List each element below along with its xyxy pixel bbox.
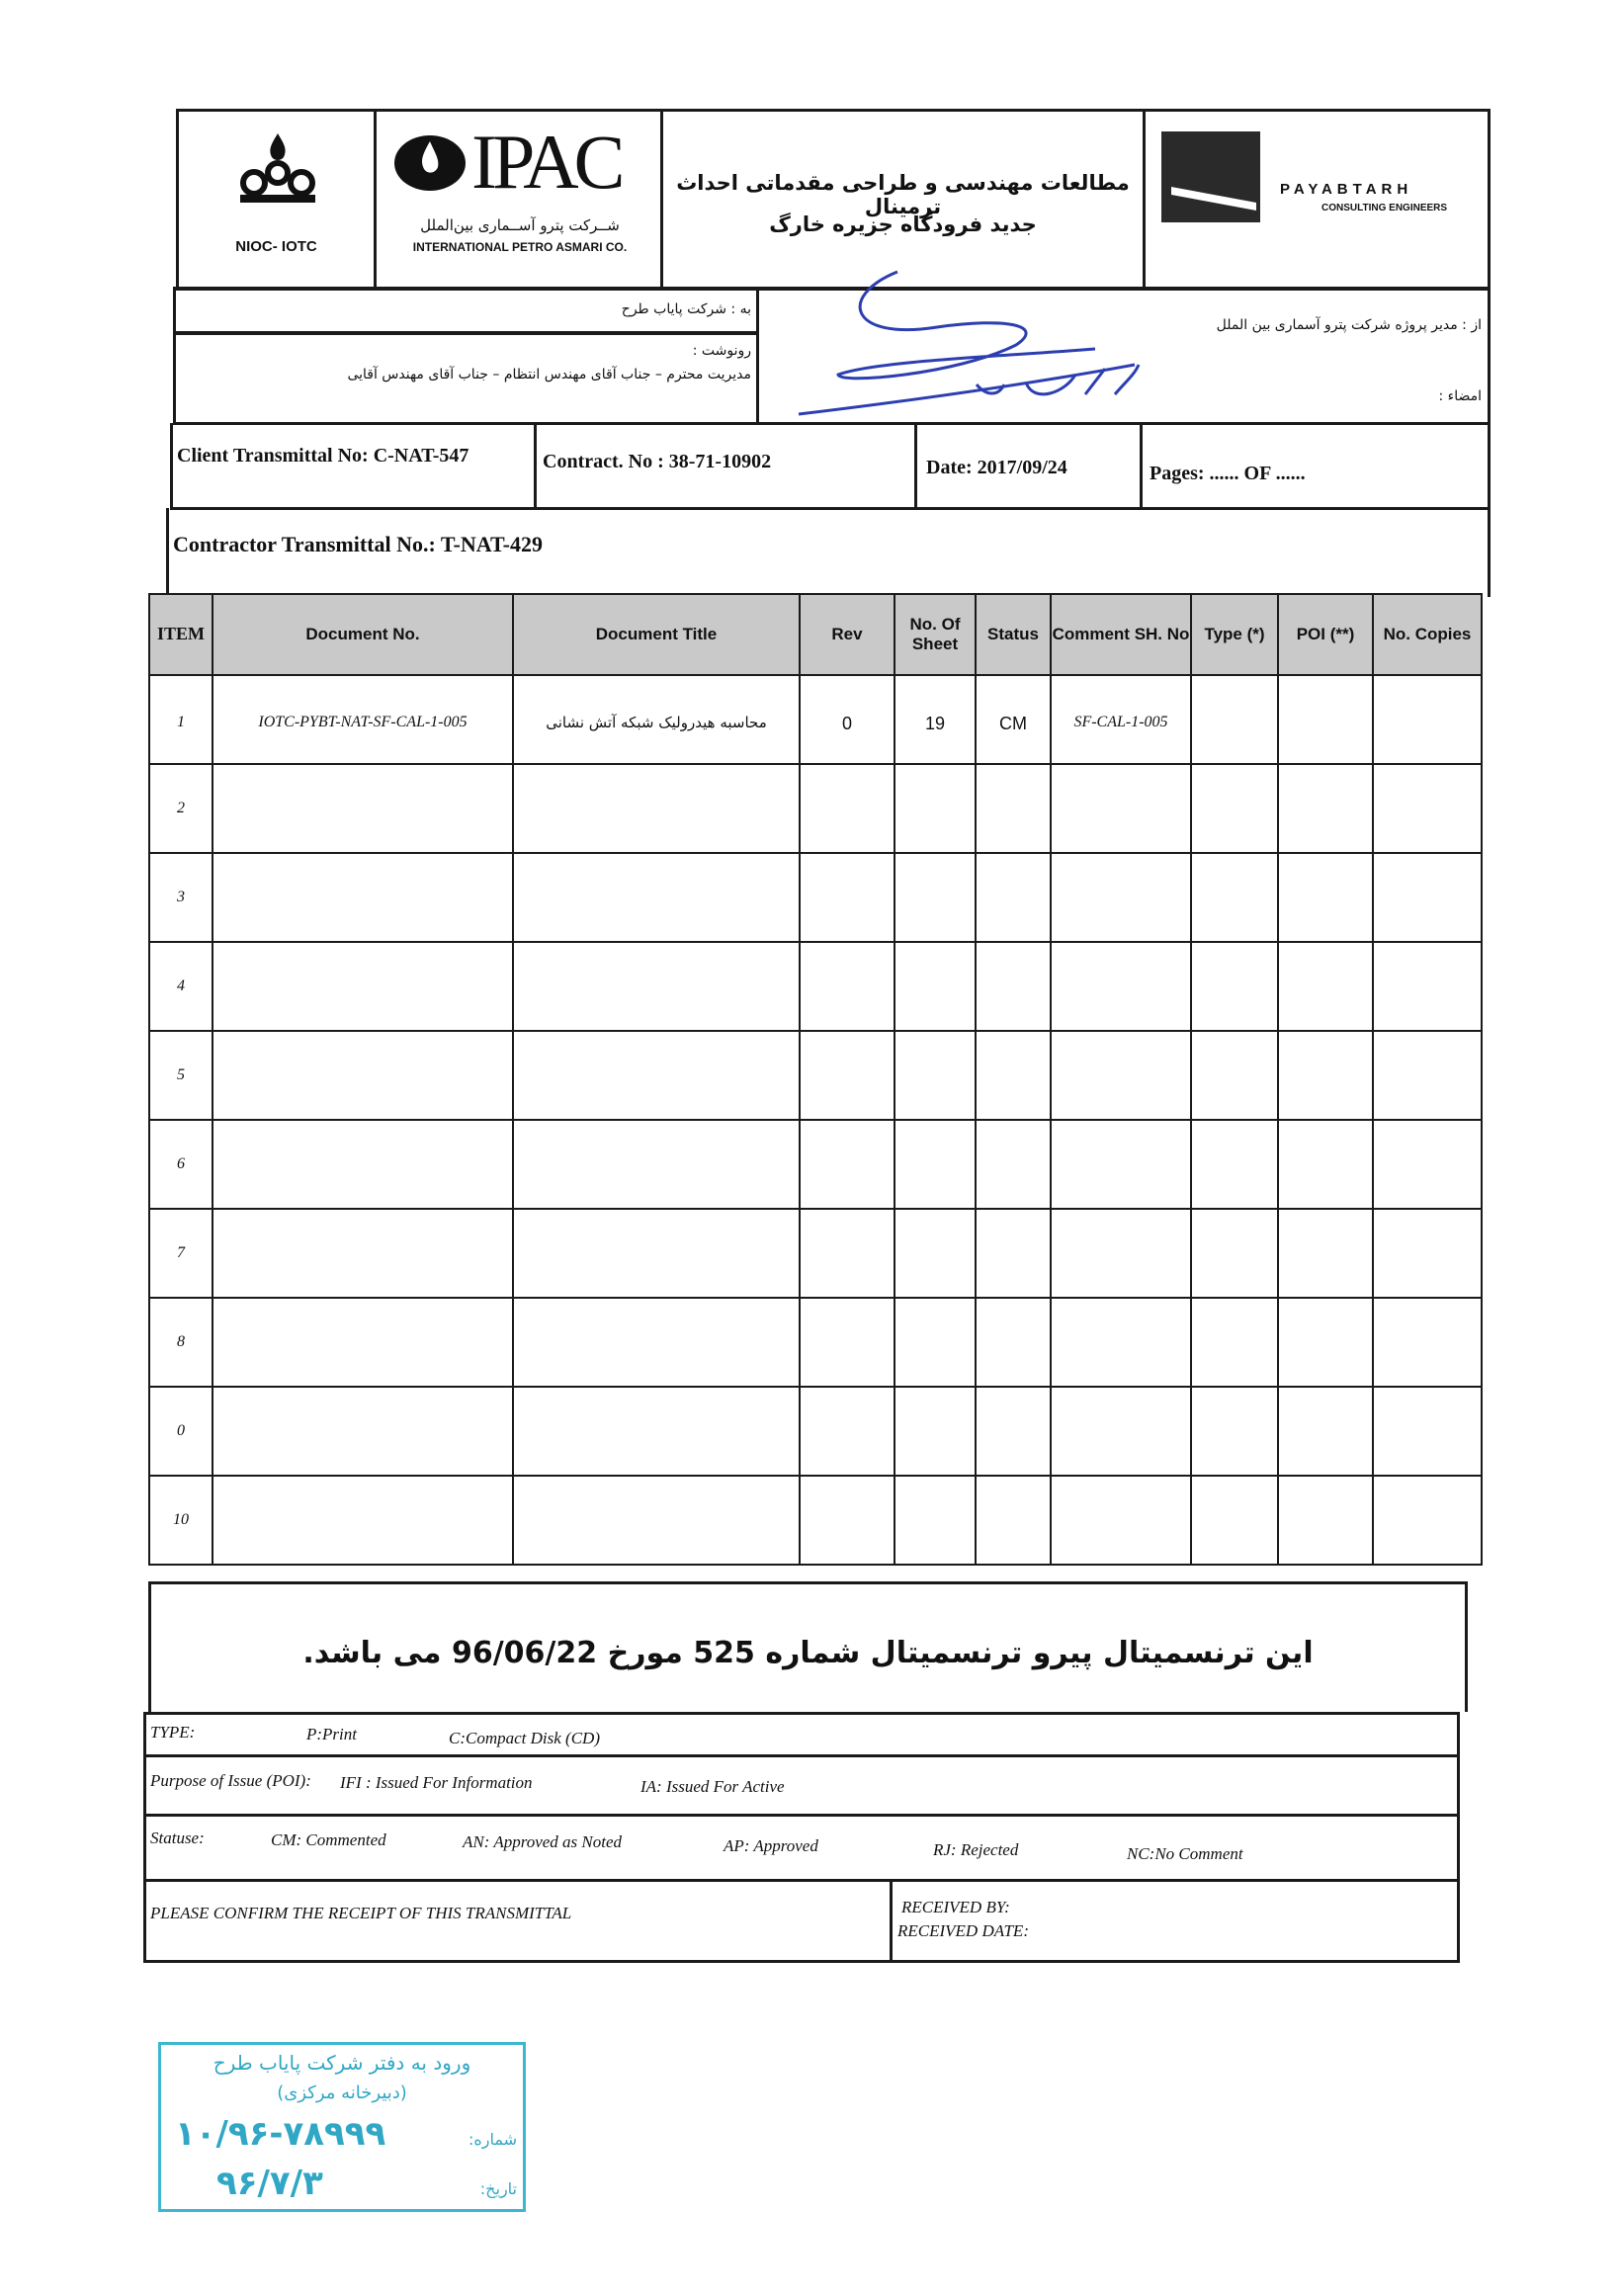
cell-sheets — [895, 1031, 976, 1120]
stamp-number-label: شماره: — [468, 2130, 517, 2149]
cell-item: 10 — [149, 1476, 213, 1565]
cell-comment-sh-no — [1051, 1298, 1191, 1387]
cell-document-title — [513, 1031, 800, 1120]
cell-type — [1191, 1387, 1278, 1476]
cell-rev — [800, 1209, 895, 1298]
table-row — [149, 1031, 1482, 1120]
ipac-drop-icon — [390, 128, 469, 197]
cell-sheets — [895, 1476, 976, 1565]
cell-document-no — [213, 1031, 513, 1120]
nioc-logo-cell — [179, 112, 377, 288]
cell-poi — [1278, 1387, 1373, 1476]
cell-document-no: IOTC-PYBT-NAT-SF-CAL-1-005 — [213, 675, 513, 764]
cell-status — [976, 764, 1051, 853]
stamp-date-label: تاریخ: — [479, 2179, 517, 2198]
cell-status — [976, 1476, 1051, 1565]
cell-status — [976, 1209, 1051, 1298]
document-header — [176, 109, 1491, 291]
cell-document-no — [213, 1387, 513, 1476]
poi-ia: IA: Issued For Active — [640, 1777, 785, 1796]
cell-type — [1191, 1298, 1278, 1387]
cell-sheets: 19 — [895, 675, 976, 764]
status-an: AN: Approved as Noted — [463, 1832, 623, 1851]
col-header-item: ITEM — [149, 594, 213, 675]
col-header-rev: Rev — [800, 594, 895, 675]
to-field: به : شرکت پاياب طرح — [621, 301, 751, 317]
legend-status-row — [143, 1817, 1460, 1882]
received-date: RECEIVED DATE: — [897, 1921, 1029, 1940]
cell-status — [976, 1031, 1051, 1120]
cell-comment-sh-no — [1051, 764, 1191, 853]
status-ap: AP: Approved — [724, 1836, 818, 1855]
cell-document-title — [513, 1387, 800, 1476]
payabtarh-logo-cell — [1146, 112, 1488, 288]
cell-sheets — [895, 1209, 976, 1298]
receipt-stamp — [158, 2042, 526, 2212]
poi-label: Purpose of Issue (POI): — [150, 1771, 311, 1790]
cell-poi — [1278, 1298, 1373, 1387]
table-row — [149, 1476, 1482, 1565]
status-rj: RJ: Rejected — [933, 1840, 1019, 1859]
cell-comment-sh-no — [1051, 1120, 1191, 1209]
stamp-number-value: ۱۰/۹۶-۷۸۹۹۹ — [175, 2114, 386, 2154]
contractor-row — [166, 508, 1491, 597]
stamp-date-value: ۹۶/۷/۳ — [216, 2164, 323, 2203]
cell-copies — [1373, 675, 1482, 764]
cell-document-title — [513, 1476, 800, 1565]
ipac-caption-fa: شــرکت پترو آســماری بین‌الملل — [420, 216, 620, 234]
cell-sheets — [895, 853, 976, 942]
cell-item: 6 — [149, 1120, 213, 1209]
cell-rev — [800, 1031, 895, 1120]
cell-item: 2 — [149, 764, 213, 853]
cell-rev — [800, 1120, 895, 1209]
table-row — [149, 675, 1482, 764]
cell-poi — [1278, 942, 1373, 1031]
cell-poi — [1278, 675, 1373, 764]
cell-rev: 0 — [800, 675, 895, 764]
cell-sheets — [895, 1298, 976, 1387]
cell-poi — [1278, 1209, 1373, 1298]
cell-comment-sh-no — [1051, 1031, 1191, 1120]
ipac-logo-cell — [377, 112, 663, 288]
cell-document-no — [213, 1298, 513, 1387]
type-print: P:Print — [306, 1725, 357, 1743]
confirm-receipt: PLEASE CONFIRM THE RECEIPT OF THIS TRANSMITTAL — [150, 1904, 572, 1922]
cell-document-title — [513, 1209, 800, 1298]
cell-status — [976, 1387, 1051, 1476]
cell-document-no — [213, 764, 513, 853]
project-title-line1: مطالعات مهندسی و طراحی مقدماتی احداث ترمینال — [676, 171, 1130, 218]
table-row — [149, 942, 1482, 1031]
nioc-caption: NIOC- IOTC — [235, 238, 317, 255]
cell-item: 5 — [149, 1031, 213, 1120]
cell-sheets — [895, 764, 976, 853]
cell-type — [1191, 1031, 1278, 1120]
from-field: از : مدیر پروژه شرکت پترو آسماری بین الملل — [1216, 317, 1482, 333]
cell-type — [1191, 1476, 1278, 1565]
cell-status — [976, 1298, 1051, 1387]
cell-type — [1191, 853, 1278, 942]
table-row — [149, 1298, 1482, 1387]
cell-type — [1191, 1209, 1278, 1298]
payabtarh-name: PAYABTARH — [1280, 181, 1413, 198]
col-header-comment-sh-no: Comment SH. No — [1051, 594, 1191, 675]
cell-copies — [1373, 1120, 1482, 1209]
cell-comment-sh-no — [1051, 1209, 1191, 1298]
client-transmittal-no: Client Transmittal No: C-NAT-547 — [177, 445, 469, 467]
table-row — [149, 1209, 1482, 1298]
project-title-line2: جدید فرودگاه جزیره خارگ — [769, 213, 1037, 236]
cell-type — [1191, 942, 1278, 1031]
cell-status: CM — [976, 675, 1051, 764]
cell-rev — [800, 1298, 895, 1387]
nioc-emblem-icon — [228, 129, 327, 209]
cell-item: 4 — [149, 942, 213, 1031]
cc-label: رونوشت : — [692, 343, 751, 359]
cell-sheets — [895, 942, 976, 1031]
signature-label: امضاء : — [1438, 388, 1482, 404]
table-row — [149, 1387, 1482, 1476]
cell-type — [1191, 1120, 1278, 1209]
type-label: TYPE: — [150, 1723, 196, 1742]
transmittal-date: Date: 2017/09/24 — [926, 457, 1067, 478]
follow-up-notice: اين ترنسميتال پيرو ترنسميتال شماره 525 مورخ 96/06/22 می باشد. — [302, 1636, 1314, 1670]
notice-box — [148, 1581, 1468, 1712]
table-row — [149, 853, 1482, 942]
col-header-poi: POI (**) — [1278, 594, 1373, 675]
poi-ifi: IFI : Issued For Information — [340, 1773, 533, 1792]
routing-block — [173, 287, 1491, 425]
col-header-document-no: Document No. — [213, 594, 513, 675]
table-header-row — [149, 594, 1482, 675]
cell-item: 3 — [149, 853, 213, 942]
cell-copies — [1373, 942, 1482, 1031]
cell-poi — [1278, 1476, 1373, 1565]
cell-document-title — [513, 764, 800, 853]
cell-item: 1 — [149, 675, 213, 764]
table-row — [149, 1120, 1482, 1209]
col-header-status: Status — [976, 594, 1051, 675]
status-cm: CM: Commented — [271, 1830, 386, 1849]
cell-document-title: محاسبه هيدروليک شبکه آتش نشانی — [513, 675, 800, 764]
col-header-type: Type (*) — [1191, 594, 1278, 675]
cell-copies — [1373, 1387, 1482, 1476]
legend-receipt-row — [143, 1882, 1460, 1963]
cell-poi — [1278, 1031, 1373, 1120]
legend-type-row — [143, 1712, 1460, 1757]
cell-rev — [800, 1387, 895, 1476]
status-label: Statuse: — [150, 1828, 205, 1847]
legend-poi-row — [143, 1757, 1460, 1817]
cell-rev — [800, 1476, 895, 1565]
cell-comment-sh-no — [1051, 853, 1191, 942]
cell-document-title — [513, 942, 800, 1031]
cell-document-title — [513, 1120, 800, 1209]
meta-row — [170, 423, 1491, 510]
cell-comment-sh-no: SF-CAL-1-005 — [1051, 675, 1191, 764]
cell-poi — [1278, 853, 1373, 942]
cell-document-no — [213, 1476, 513, 1565]
cell-item: 7 — [149, 1209, 213, 1298]
cell-document-no — [213, 1209, 513, 1298]
cell-rev — [800, 764, 895, 853]
cell-document-no — [213, 853, 513, 942]
col-header-no-copies: No. Copies — [1373, 594, 1482, 675]
cell-document-title — [513, 1298, 800, 1387]
col-header-no-of-sheet: No. Of Sheet — [895, 594, 976, 675]
cell-type — [1191, 675, 1278, 764]
handwritten-signature — [779, 266, 1174, 444]
payabtarh-sub: CONSULTING ENGINEERS — [1321, 203, 1448, 213]
table-row — [149, 764, 1482, 853]
cell-status — [976, 942, 1051, 1031]
payabtarh-logo-icon — [1161, 131, 1260, 222]
cell-copies — [1373, 764, 1482, 853]
cell-poi — [1278, 764, 1373, 853]
cell-type — [1191, 764, 1278, 853]
status-nc: NC:No Comment — [1127, 1844, 1243, 1863]
contract-no: Contract. No : 38-71-10902 — [543, 451, 772, 472]
cell-document-no — [213, 942, 513, 1031]
ipac-logo-text: IPAC — [471, 119, 621, 205]
cell-status — [976, 1120, 1051, 1209]
cell-rev — [800, 942, 895, 1031]
cell-document-no — [213, 1120, 513, 1209]
cell-item: 8 — [149, 1298, 213, 1387]
pages-count: Pages: ...... OF ...... — [1150, 463, 1306, 484]
contractor-transmittal-no: Contractor Transmittal No.: T-NAT-429 — [173, 532, 543, 556]
cell-comment-sh-no — [1051, 942, 1191, 1031]
col-header-document-title: Document Title — [513, 594, 800, 675]
cell-comment-sh-no — [1051, 1387, 1191, 1476]
cell-sheets — [895, 1387, 976, 1476]
stamp-line2: (دبيرخانه مرکزی) — [277, 2083, 407, 2103]
cell-status — [976, 853, 1051, 942]
project-title-cell — [663, 112, 1146, 288]
stamp-line1: ورود به دفتر شرکت پاياب طرح — [213, 2051, 471, 2075]
cell-copies — [1373, 1298, 1482, 1387]
cell-item: 0 — [149, 1387, 213, 1476]
cell-document-title — [513, 853, 800, 942]
cell-copies — [1373, 1476, 1482, 1565]
type-cd: C:Compact Disk (CD) — [449, 1729, 600, 1747]
cell-copies — [1373, 1031, 1482, 1120]
cc-value: مديريت محترم – جناب آقای مهندس انتظام – جناب آقای مهندس آقايی — [347, 367, 751, 383]
cell-rev — [800, 853, 895, 942]
cell-sheets — [895, 1120, 976, 1209]
cell-copies — [1373, 1209, 1482, 1298]
received-by: RECEIVED BY: — [901, 1898, 1010, 1916]
cell-poi — [1278, 1120, 1373, 1209]
document-items-table — [148, 593, 1483, 1566]
cell-copies — [1373, 853, 1482, 942]
ipac-caption-en: INTERNATIONAL PETRO ASMARI CO. — [412, 240, 628, 254]
cell-comment-sh-no — [1051, 1476, 1191, 1565]
